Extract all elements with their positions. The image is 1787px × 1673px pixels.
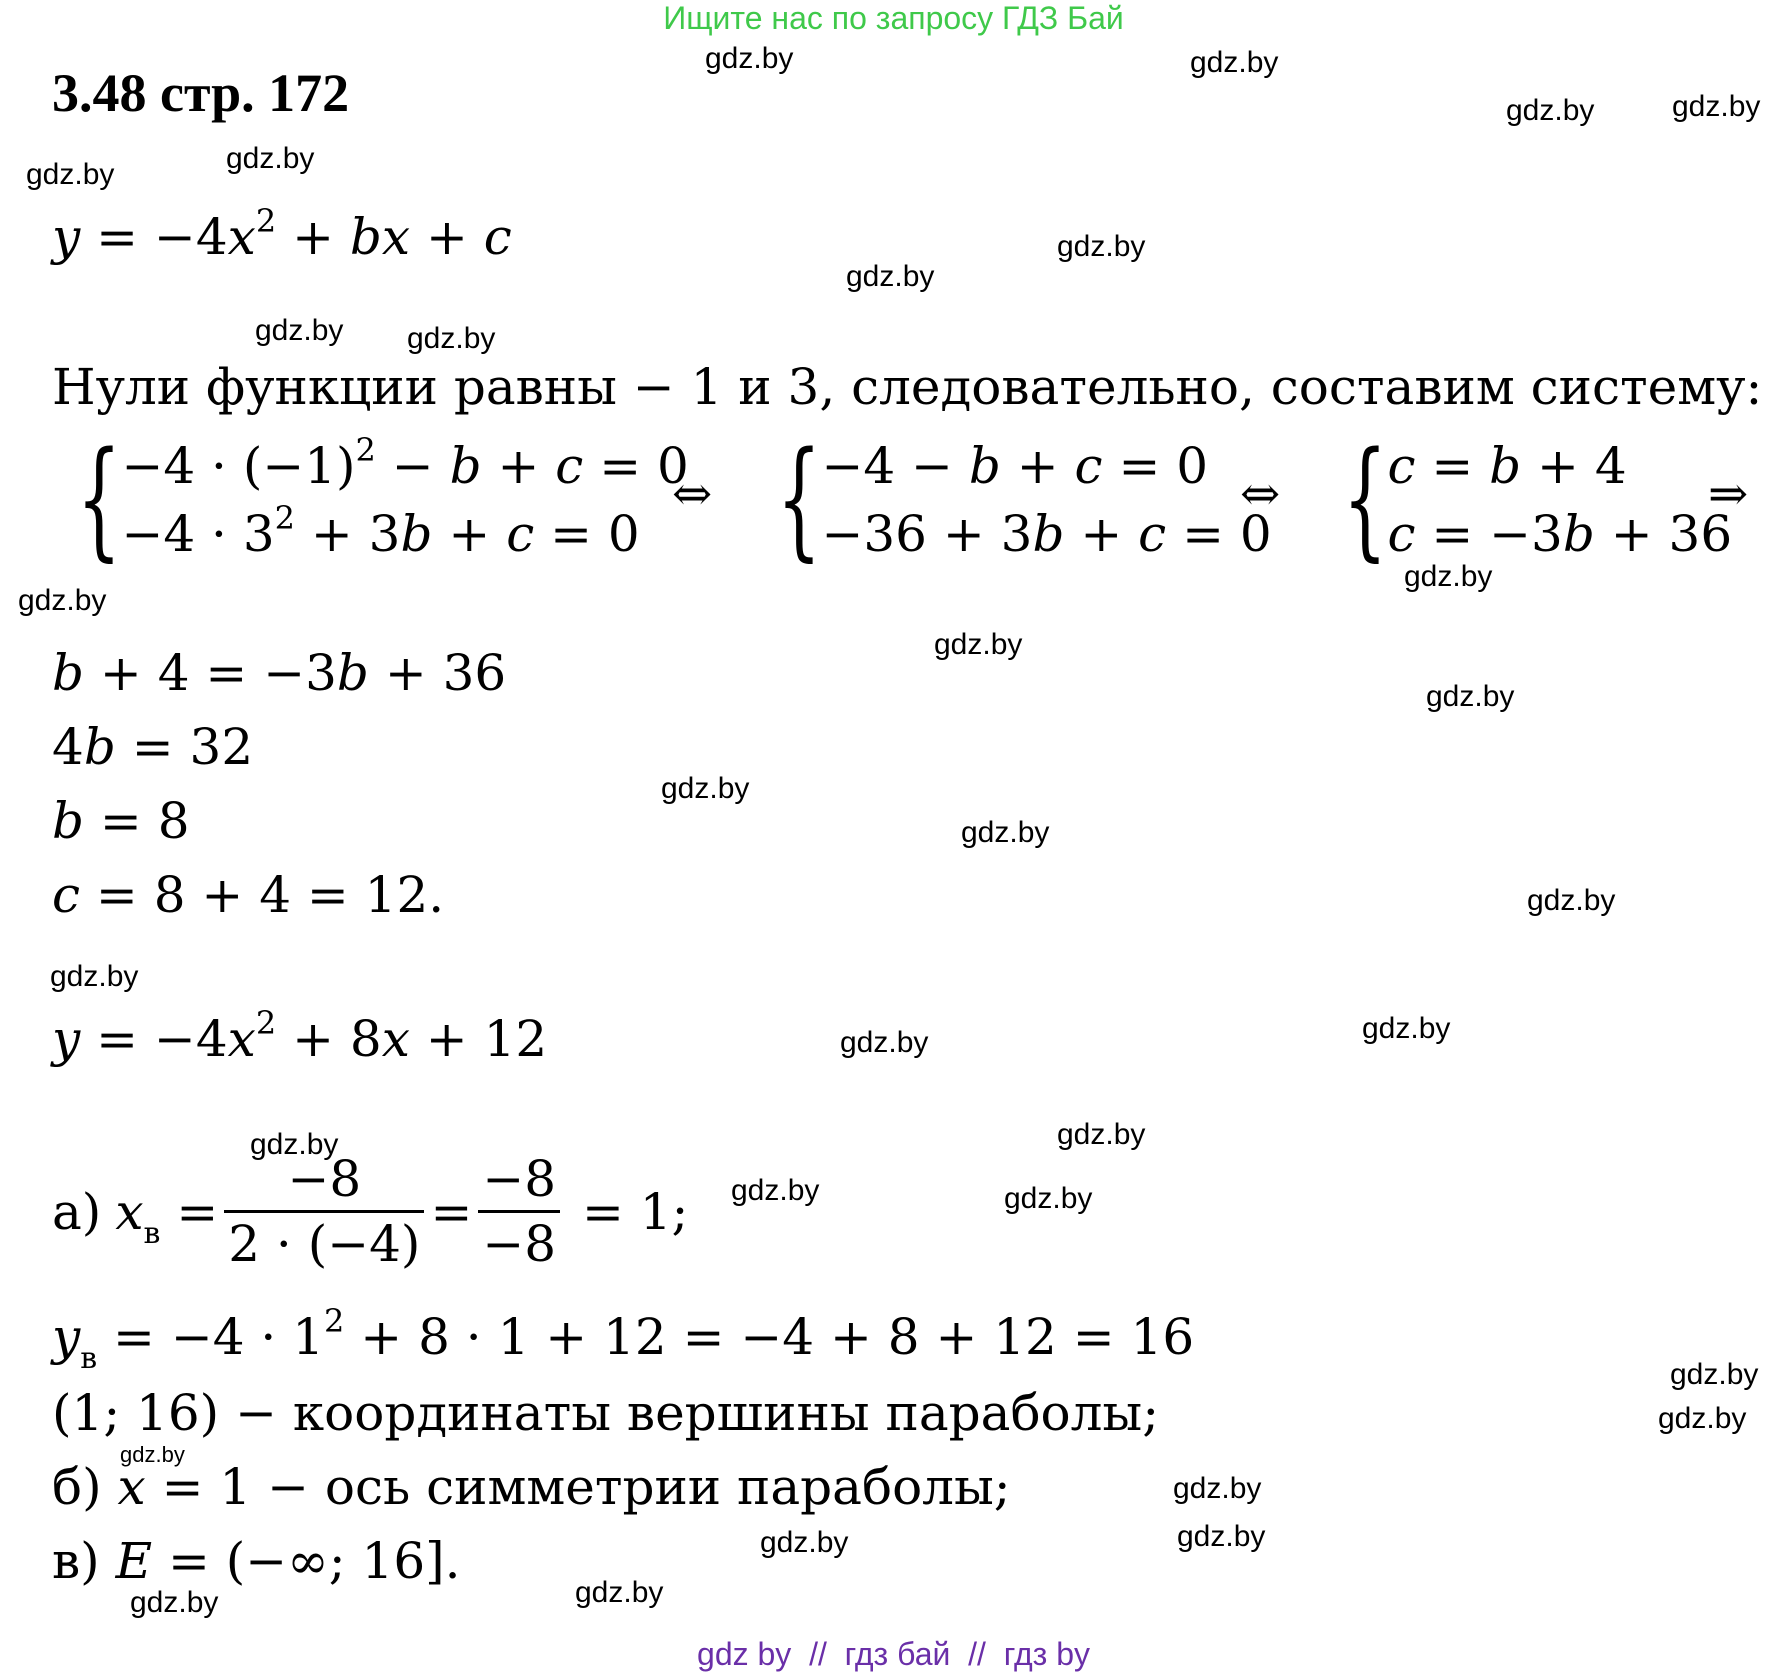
watermark: gdz.by [250, 1128, 339, 1161]
watermark: gdz.by [1057, 230, 1146, 263]
fraction-2-numerator: −8 [482, 1150, 557, 1208]
watermark: gdz.by [18, 584, 107, 617]
watermark: gdz.by [1362, 1012, 1451, 1045]
watermark: gdz.by [1670, 1358, 1759, 1391]
step-4: c = 8 + 4 = 12. [52, 866, 445, 924]
watermark: gdz.by [407, 322, 496, 355]
left-brace: { [776, 425, 822, 574]
system-3 [1306, 425, 1733, 574]
watermark: gdz.by [1057, 1118, 1146, 1151]
part-a-label: а) [52, 1182, 102, 1241]
system-2-row-1: −4 − b + c = 0 [821, 437, 1209, 495]
fraction-2-denominator: −8 [482, 1215, 557, 1273]
watermark: gdz.by [1506, 94, 1595, 127]
fraction-2 [478, 1150, 560, 1273]
watermark: gdz.by [705, 42, 794, 75]
problem-title: 3.48 стр. 172 [52, 63, 350, 123]
fraction-1-denominator: 2 · (−4) [228, 1215, 421, 1273]
system-3-row-2: c = −3b + 36 [1387, 505, 1733, 563]
watermark: gdz.by [1426, 680, 1515, 713]
fraction-1 [224, 1150, 424, 1273]
equation-general: $y = -4x^2$ + bx + c [52, 202, 512, 266]
watermark: gdz.by [1004, 1182, 1093, 1215]
watermark: gdz.by [1190, 46, 1279, 79]
left-brace: { [76, 425, 122, 574]
watermark: gdz.by [760, 1526, 849, 1559]
watermark: gdz.by [661, 772, 750, 805]
system-1-row-1: $-4 \cdot (-1)^2 - b + c = 0$ [121, 431, 689, 495]
part-a-result: = 1; [566, 1182, 689, 1241]
watermark: gdz.by [1527, 884, 1616, 917]
implies-arrow: ⇒ [1708, 466, 1749, 522]
watermark: gdz.by [1658, 1402, 1747, 1435]
watermark: gdz.by [575, 1576, 664, 1609]
zeros-sentence: Нули функции равны − 1 и 3, следовательно, составим систему: [52, 358, 1763, 416]
step-3: b = 8 [52, 792, 190, 850]
watermark: gdz.by [846, 260, 935, 293]
watermark: gdz.by [840, 1026, 929, 1059]
watermark: gdz.by [1672, 90, 1761, 123]
system-1-row-2: $-4 \cdot 3^2 + 3b + c = 0$ [121, 499, 640, 563]
part-a-vertex-y: $y_в = -4 \cdot 1^2 + 8 \cdot 1 + 12 = -4 + 8 + 12 = 16$ [52, 1302, 1195, 1376]
watermark: gdz.by [934, 628, 1023, 661]
left-brace: { [1342, 425, 1388, 574]
step-1: b + 4 = −3b + 36 [52, 644, 507, 702]
watermark: gdz.by [226, 142, 315, 175]
top-banner: Ищите нас по запросу ГДЗ Бай [663, 0, 1124, 36]
watermark: gdz.by [1173, 1472, 1262, 1505]
watermark: gdz.by [255, 314, 344, 347]
equivalence-arrow-1: ⇔ [672, 466, 713, 522]
watermark: gdz.by [1177, 1520, 1266, 1553]
watermark: gdz.by [1404, 560, 1493, 593]
system-2-row-2: −36 + 3b + c = 0 [821, 505, 1272, 563]
watermark: gdz.by [130, 1586, 219, 1619]
fraction-1-numerator: −8 [287, 1150, 362, 1208]
watermark: gdz.by [961, 816, 1050, 849]
final-equation: $y = -4x^2 + 8x + 12$ [52, 1004, 548, 1068]
watermark: gdz.by [50, 960, 139, 993]
watermark: gdz.by [120, 1442, 185, 1467]
watermark: gdz.by [731, 1174, 820, 1207]
system-3-row-1: c = b + 4 [1387, 437, 1627, 495]
system-1 [40, 425, 689, 574]
bottom-banner: gdz by // гдз бай // гдз by [697, 1636, 1090, 1672]
part-b-axis: б) x = 1 − ось симметрии параболы; [52, 1458, 1011, 1516]
part-c-range: в) E = (−∞; 16]. [52, 1532, 461, 1590]
vertex-coordinates: (1; 16) − координаты вершины параболы; [52, 1384, 1160, 1442]
step-2: 4b = 32 [52, 718, 254, 776]
equivalence-arrow-2: ⇔ [1240, 466, 1281, 522]
watermark: gdz.by [26, 158, 115, 191]
part-a-vertex-x: а) $x_в$ = $\frac{-8}{2 \cdot (-4)}$ = $\frac{-8}{-8}$ = 1; [52, 1150, 689, 1273]
system-2 [740, 425, 1272, 574]
